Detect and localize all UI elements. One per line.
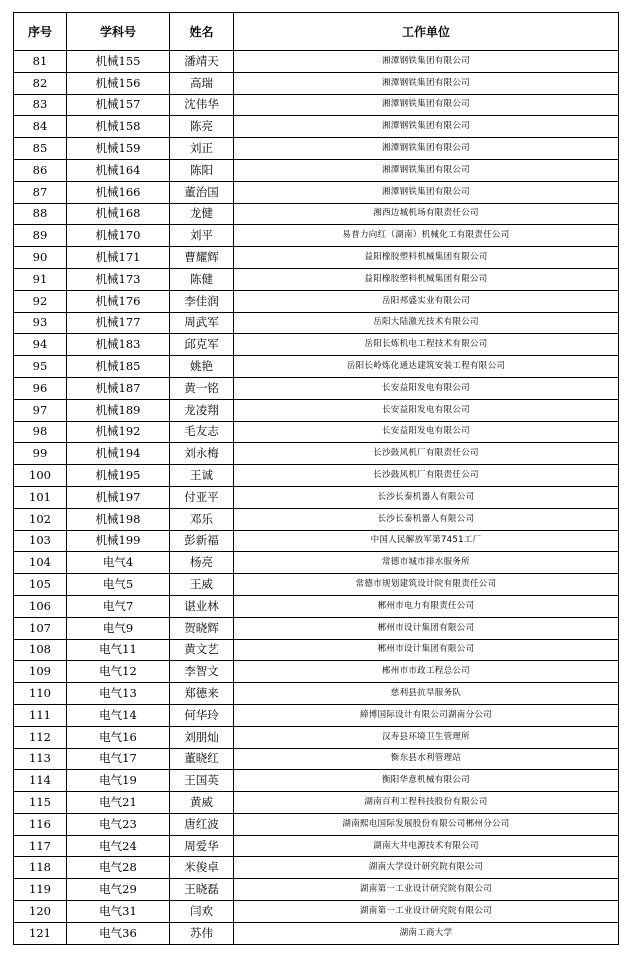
row-name: 刘永梅: [170, 443, 234, 465]
row-unit: 衡阳华意机械有限公司: [234, 770, 619, 792]
row-subject-id: 电气13: [67, 683, 170, 705]
table-row: [14, 443, 619, 465]
row-subject-id: 机械156: [67, 72, 170, 94]
row-no: 112: [14, 726, 67, 748]
row-no: 94: [14, 334, 67, 356]
row-unit: 湘潭钢铁集团有限公司: [234, 159, 619, 181]
row-name: 刘朋灿: [170, 726, 234, 748]
row-unit: 长沙鼓风机厂有限责任公司: [234, 443, 619, 465]
table-row: [14, 792, 619, 814]
row-unit: 长沙鼓风机厂有限责任公司: [234, 465, 619, 487]
row-unit: 岳阳长岭炼化通达建筑安装工程有限公司: [234, 356, 619, 378]
row-name: 邱克军: [170, 334, 234, 356]
row-name: 闫欢: [170, 901, 234, 923]
row-no: 97: [14, 399, 67, 421]
header-no: 序号: [14, 13, 67, 51]
row-unit: 益阳橡胶塑料机械集团有限公司: [234, 268, 619, 290]
row-name: 唐红波: [170, 813, 234, 835]
row-unit: 締博国际设计有限公司湖南分公司: [234, 704, 619, 726]
row-name: 彭新福: [170, 530, 234, 552]
row-no: 110: [14, 683, 67, 705]
row-subject-id: 电气7: [67, 595, 170, 617]
table-row: [14, 813, 619, 835]
table-row: [14, 268, 619, 290]
row-name: 周爱华: [170, 835, 234, 857]
row-subject-id: 电气4: [67, 552, 170, 574]
table-row: [14, 683, 619, 705]
row-unit: 湖南百利工程科技股份有限公司: [234, 792, 619, 814]
row-subject-id: 电气29: [67, 879, 170, 901]
row-subject-id: 机械158: [67, 116, 170, 138]
row-unit: 岳阳邦盛实业有限公司: [234, 290, 619, 312]
row-unit: 湘潭钢铁集团有限公司: [234, 94, 619, 116]
row-no: 120: [14, 901, 67, 923]
row-unit: 慈利县抗旱服务队: [234, 683, 619, 705]
row-subject-id: 电气5: [67, 574, 170, 596]
row-name: 董治国: [170, 181, 234, 203]
table-row: [14, 901, 619, 923]
row-subject-id: 电气9: [67, 617, 170, 639]
row-unit: 长沙长泰机器人有限公司: [234, 508, 619, 530]
row-no: 91: [14, 268, 67, 290]
row-subject-id: 机械187: [67, 377, 170, 399]
row-name: 李智文: [170, 661, 234, 683]
table-row: [14, 116, 619, 138]
table-row: [14, 421, 619, 443]
table-row: [14, 138, 619, 160]
row-subject-id: 机械185: [67, 356, 170, 378]
row-name: 贺晓辉: [170, 617, 234, 639]
table-row: [14, 465, 619, 487]
row-subject-id: 机械176: [67, 290, 170, 312]
row-no: 93: [14, 312, 67, 334]
row-name: 邓乐: [170, 508, 234, 530]
row-no: 96: [14, 377, 67, 399]
table-row: [14, 181, 619, 203]
table-row: [14, 595, 619, 617]
row-no: 92: [14, 290, 67, 312]
row-subject-id: 机械164: [67, 159, 170, 181]
row-unit: 湖南第一工业设计研究院有限公司: [234, 901, 619, 923]
row-unit: 郴州市设计集团有限公司: [234, 617, 619, 639]
row-unit: 湖南熙电国际发展股份有限公司郴州分公司: [234, 813, 619, 835]
row-unit: 岳阳长炼机电工程技术有限公司: [234, 334, 619, 356]
row-subject-id: 电气11: [67, 639, 170, 661]
table-row: [14, 922, 619, 944]
row-name: 李佳润: [170, 290, 234, 312]
table-row: [14, 748, 619, 770]
table-row: [14, 334, 619, 356]
row-subject-id: 机械173: [67, 268, 170, 290]
row-unit: 汉寿县环境卫生管理所: [234, 726, 619, 748]
table-row: [14, 312, 619, 334]
row-subject-id: 机械192: [67, 421, 170, 443]
row-unit: 郴州市市政工程总公司: [234, 661, 619, 683]
row-subject-id: 电气28: [67, 857, 170, 879]
row-unit: 湖南大学设计研究院有限公司: [234, 857, 619, 879]
row-unit: 湘潭钢铁集团有限公司: [234, 181, 619, 203]
row-unit: 湖南工商大学: [234, 922, 619, 944]
table-row: [14, 857, 619, 879]
row-subject-id: 机械166: [67, 181, 170, 203]
row-subject-id: 机械183: [67, 334, 170, 356]
row-no: 101: [14, 486, 67, 508]
row-name: 陈健: [170, 268, 234, 290]
row-no: 86: [14, 159, 67, 181]
row-subject-id: 机械199: [67, 530, 170, 552]
row-name: 曹耀辉: [170, 247, 234, 269]
table-row: [14, 704, 619, 726]
row-no: 82: [14, 72, 67, 94]
row-unit: 湘西边城机场有限责任公司: [234, 203, 619, 225]
table-row: [14, 726, 619, 748]
row-no: 98: [14, 421, 67, 443]
row-subject-id: 机械197: [67, 486, 170, 508]
row-no: 108: [14, 639, 67, 661]
row-no: 102: [14, 508, 67, 530]
row-name: 沈伟华: [170, 94, 234, 116]
row-name: 姚艳: [170, 356, 234, 378]
table-row: [14, 203, 619, 225]
roster-table: [13, 12, 619, 945]
row-name: 陈亮: [170, 116, 234, 138]
row-subject-id: 电气16: [67, 726, 170, 748]
row-no: 119: [14, 879, 67, 901]
row-no: 115: [14, 792, 67, 814]
table-row: [14, 574, 619, 596]
table-row: [14, 51, 619, 73]
row-unit: 湘潭钢铁集团有限公司: [234, 51, 619, 73]
header-row: [14, 13, 619, 51]
row-name: 龙健: [170, 203, 234, 225]
row-unit: 长安益阳发电有限公司: [234, 399, 619, 421]
row-name: 董晓红: [170, 748, 234, 770]
row-subject-id: 机械170: [67, 225, 170, 247]
table-row: [14, 94, 619, 116]
table-row: [14, 247, 619, 269]
row-unit: 湖南大井电源技术有限公司: [234, 835, 619, 857]
row-no: 121: [14, 922, 67, 944]
row-subject-id: 电气17: [67, 748, 170, 770]
table-row: [14, 530, 619, 552]
row-name: 龙凌翔: [170, 399, 234, 421]
row-subject-id: 机械194: [67, 443, 170, 465]
row-no: 81: [14, 51, 67, 73]
row-no: 113: [14, 748, 67, 770]
row-subject-id: 机械198: [67, 508, 170, 530]
table-row: [14, 661, 619, 683]
row-subject-id: 机械189: [67, 399, 170, 421]
row-subject-id: 电气36: [67, 922, 170, 944]
row-no: 111: [14, 704, 67, 726]
row-no: 104: [14, 552, 67, 574]
row-subject-id: 机械159: [67, 138, 170, 160]
row-subject-id: 机械168: [67, 203, 170, 225]
row-subject-id: 电气19: [67, 770, 170, 792]
row-name: 王诚: [170, 465, 234, 487]
row-name: 黄一铭: [170, 377, 234, 399]
row-name: 刘平: [170, 225, 234, 247]
row-unit: 湘潭钢铁集团有限公司: [234, 116, 619, 138]
table-row: [14, 290, 619, 312]
row-no: 95: [14, 356, 67, 378]
row-name: 王国英: [170, 770, 234, 792]
table-row: [14, 377, 619, 399]
row-name: 陈阳: [170, 159, 234, 181]
row-name: 黄文艺: [170, 639, 234, 661]
table-row: [14, 159, 619, 181]
row-no: 107: [14, 617, 67, 639]
table-row: [14, 770, 619, 792]
table-row: [14, 617, 619, 639]
row-name: 杨亮: [170, 552, 234, 574]
row-no: 106: [14, 595, 67, 617]
row-unit: 衡东县水利管理站: [234, 748, 619, 770]
row-name: 王威: [170, 574, 234, 596]
row-no: 116: [14, 813, 67, 835]
header-subject-id: 学科号: [67, 13, 170, 51]
row-subject-id: 电气31: [67, 901, 170, 923]
row-unit: 常德市规划建筑设计院有限责任公司: [234, 574, 619, 596]
row-name: 刘正: [170, 138, 234, 160]
table-row: [14, 486, 619, 508]
row-no: 114: [14, 770, 67, 792]
row-name: 王晓磊: [170, 879, 234, 901]
row-name: 谌业林: [170, 595, 234, 617]
row-name: 黄威: [170, 792, 234, 814]
row-unit: 益阳橡胶塑料机械集团有限公司: [234, 247, 619, 269]
row-unit: 中国人民解放军第7451工厂: [234, 530, 619, 552]
table-row: [14, 639, 619, 661]
table-row: [14, 72, 619, 94]
table-row: [14, 356, 619, 378]
row-subject-id: 机械157: [67, 94, 170, 116]
row-subject-id: 电气24: [67, 835, 170, 857]
row-unit: 湖南第一工业设计研究院有限公司: [234, 879, 619, 901]
row-unit: 易普力向红（湖南）机械化工有限责任公司: [234, 225, 619, 247]
row-no: 87: [14, 181, 67, 203]
row-name: 毛友志: [170, 421, 234, 443]
row-subject-id: 电气12: [67, 661, 170, 683]
row-unit: 湘潭钢铁集团有限公司: [234, 72, 619, 94]
row-no: 88: [14, 203, 67, 225]
table-row: [14, 879, 619, 901]
row-subject-id: 机械155: [67, 51, 170, 73]
table-row: [14, 225, 619, 247]
row-no: 100: [14, 465, 67, 487]
row-name: 付亚平: [170, 486, 234, 508]
row-no: 109: [14, 661, 67, 683]
row-unit: 长沙长泰机器人有限公司: [234, 486, 619, 508]
row-no: 118: [14, 857, 67, 879]
row-name: 高瑞: [170, 72, 234, 94]
row-unit: 长安益阳发电有限公司: [234, 421, 619, 443]
table-header: [14, 13, 619, 51]
table-body: [14, 51, 619, 945]
row-subject-id: 电气21: [67, 792, 170, 814]
table-row: [14, 835, 619, 857]
row-unit: 郴州市电力有限责任公司: [234, 595, 619, 617]
row-unit: 湘潭钢铁集团有限公司: [234, 138, 619, 160]
row-name: 潘靖天: [170, 51, 234, 73]
row-no: 90: [14, 247, 67, 269]
row-no: 103: [14, 530, 67, 552]
row-unit: 郴州市设计集团有限公司: [234, 639, 619, 661]
header-name: 姓名: [170, 13, 234, 51]
row-no: 99: [14, 443, 67, 465]
table-row: [14, 552, 619, 574]
row-subject-id: 电气23: [67, 813, 170, 835]
row-subject-id: 机械195: [67, 465, 170, 487]
row-name: 郑德来: [170, 683, 234, 705]
header-unit: 工作单位: [234, 13, 619, 51]
row-no: 84: [14, 116, 67, 138]
row-subject-id: 电气14: [67, 704, 170, 726]
row-unit: 岳阳大陆激光技术有限公司: [234, 312, 619, 334]
row-unit: 长安益阳发电有限公司: [234, 377, 619, 399]
row-no: 83: [14, 94, 67, 116]
row-no: 85: [14, 138, 67, 160]
row-name: 苏伟: [170, 922, 234, 944]
row-subject-id: 机械171: [67, 247, 170, 269]
table-row: [14, 399, 619, 421]
table-row: [14, 508, 619, 530]
row-name: 米俊卓: [170, 857, 234, 879]
row-no: 117: [14, 835, 67, 857]
row-subject-id: 机械177: [67, 312, 170, 334]
row-no: 89: [14, 225, 67, 247]
row-name: 周武军: [170, 312, 234, 334]
row-name: 何华玲: [170, 704, 234, 726]
row-no: 105: [14, 574, 67, 596]
row-unit: 常德市城市排水服务所: [234, 552, 619, 574]
